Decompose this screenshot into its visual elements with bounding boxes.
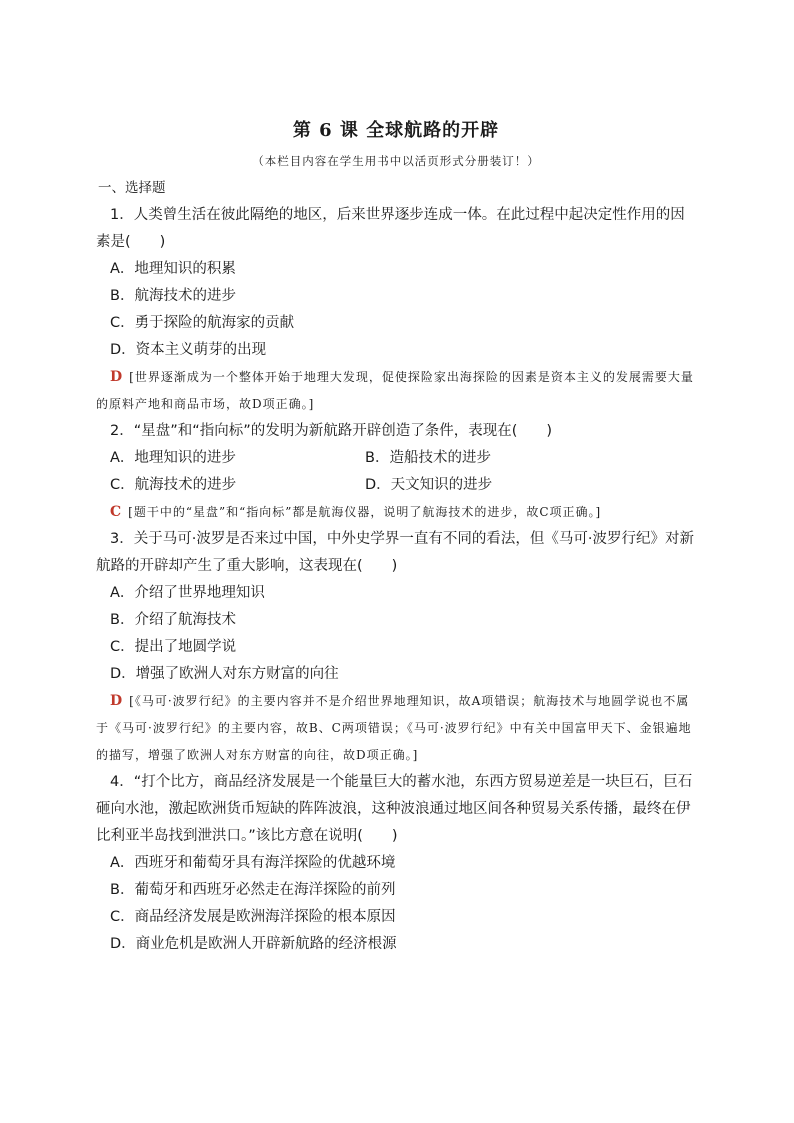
option-c: C．勇于探险的航海家的贡献 [110,315,295,331]
question-stem: 3．关于马可·波罗是否来过中国，中外史学界一直有不同的看法，但《马可·波罗行纪》对新航路的开辟却产生了重大影响，这表现在( ) [96,531,694,574]
answer-text: [世界逐渐成为一个整体开始于地理大发现，促使探险家出海探险的因素是资本主义的发展需要大量的原料产地和商品市场，故D项正确。] [96,370,694,411]
option-row [96,472,696,499]
option-b: B．造船技术的进步 [365,450,491,466]
question-2 [96,418,696,526]
option-d: D．天文知识的进步 [365,477,493,493]
option-a: A．介绍了世界地理知识 [110,585,265,601]
option-d: D．资本主义萌芽的出现 [110,342,267,358]
answer-explanation [96,688,696,769]
option-c: C．商品经济发展是欧洲海洋探险的根本原因 [110,909,396,925]
answer-text: [题干中的“星盘”和“指向标”都是航海仪器，说明了航海技术的进步，故C项正确。] [128,505,602,519]
answer-letter: C [110,504,123,520]
option-a: A．地理知识的进步 [110,450,236,466]
option-b: B．介绍了航海技术 [110,612,236,628]
answer-letter: D [110,693,124,709]
answer-explanation [96,364,696,418]
option-c: C．提出了地圆学说 [110,639,237,655]
answer-letter: D [110,369,124,385]
document-content [96,118,696,958]
option-a: A．西班牙和葡萄牙具有海洋探险的优越环境 [110,855,396,871]
question-stem: 4．“打个比方，商品经济发展是一个能量巨大的蓄水池，东西方贸易逆差是一块巨石，巨石砸向水池，激起欧洲货币短缺的阵阵波浪，这种波浪通过地区间各种贸易关系传播，最终在伊比利亚半岛找到泄洪口。”该比方意在说明( ) [96,774,693,844]
question-1 [96,202,696,418]
page-title: 第 6 课 全球航路的开辟 [292,120,500,141]
question-stem: 2．“星盘”和“指向标”的发明为新航路开辟创造了条件，表现在( ) [110,423,553,439]
option-b: B．葡萄牙和西班牙必然走在海洋探险的前列 [110,882,396,898]
option-d: D．商业危机是欧洲人开辟新航路的经济根源 [110,936,397,952]
option-b: B．航海技术的进步 [110,288,236,304]
answer-text: [《马可·波罗行纪》的主要内容并不是介绍世界地理知识，故A项错误；航海技术与地圆学说也不属于《马可·波罗行纪》的主要内容，故B、C两项错误；《马可·波罗行纪》中有关中国富甲天下、金银遍地的描写，增强了欧洲人对东方财富的向往，故D项正确。] [96,694,692,762]
option-row [96,445,696,472]
page-subtitle: （本栏目内容在学生用书中以活页形式分册装订！） [252,154,540,168]
section-heading: 一、选择题 [98,180,166,196]
question-4 [96,769,696,958]
question-stem: 1．人类曾生活在彼此隔绝的地区，后来世界逐步连成一体。在此过程中起决定性作用的因素是( ) [96,207,685,250]
option-c: C．航海技术的进步 [110,477,237,493]
option-d: D．增强了欧洲人对东方财富的向往 [110,666,339,682]
question-3 [96,526,696,769]
option-a: A．地理知识的积累 [110,261,236,277]
answer-explanation [96,499,696,526]
